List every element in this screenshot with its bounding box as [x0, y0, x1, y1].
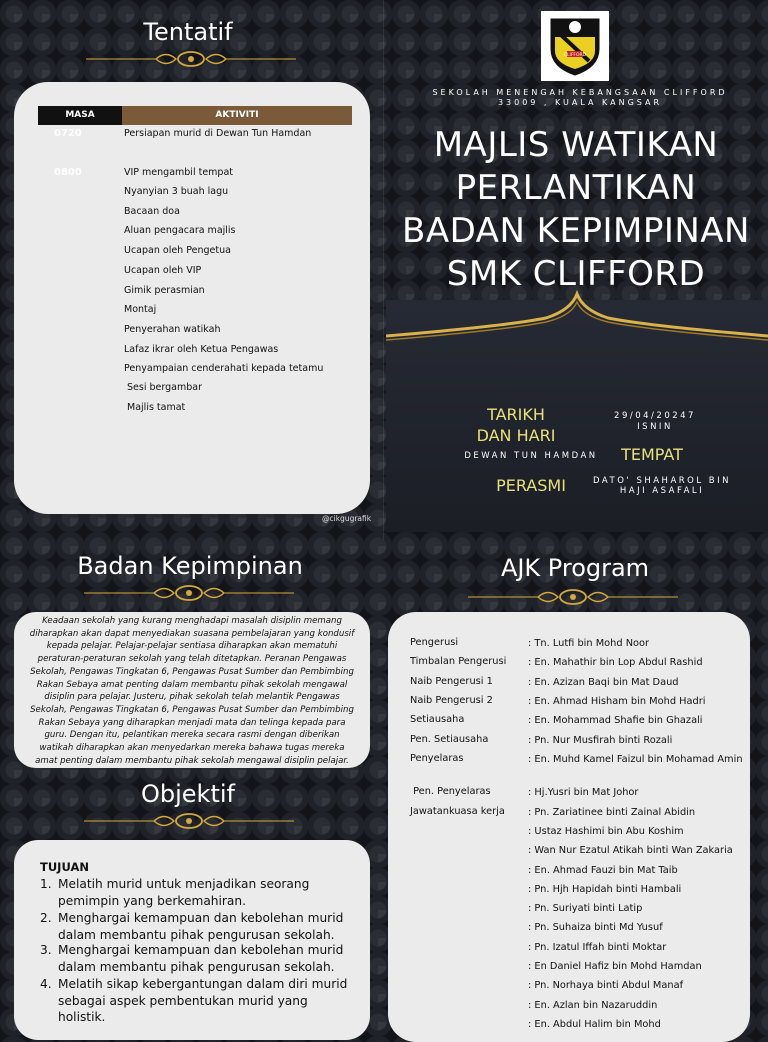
ajk-name: : Hj.Yusri bin Mat Johor — [528, 787, 639, 798]
schedule-activity: Lafaz ikrar oleh Ketua Pengawas — [124, 344, 279, 355]
schedule-activity: Nyanyian 3 buah lagu — [124, 186, 229, 197]
objektif-heading: Objektif — [141, 780, 235, 808]
ajk-role: Pen. Penyelaras — [410, 786, 491, 797]
gold-ornament-icon — [86, 48, 296, 70]
ajk-name: : Pn. Norhaya binti Abdul Manaf — [528, 980, 684, 991]
ajk-name: : En. Mohammad Shafie bin Ghazali — [528, 715, 703, 726]
tarikh-label: TARIKH DAN HARI — [476, 405, 556, 445]
gold-arch-ornament — [386, 290, 768, 350]
tempat-label: TEMPAT — [621, 445, 683, 464]
ajk-name: : En. Azizan Baqi bin Mat Daud — [528, 677, 679, 688]
ajk-heading: AJK Program — [500, 554, 650, 582]
perasmi-label: PERASMI — [496, 476, 566, 495]
ajk-name: : Pn. Nur Musfirah binti Rozali — [528, 735, 673, 746]
schedule-activity: Montaj — [124, 304, 157, 315]
perasmi-line2: HAJI ASAFALI — [619, 486, 705, 496]
school-crest-icon — [541, 11, 609, 81]
schedule-activity: Ucapan oleh VIP — [124, 265, 202, 276]
ajk-name: : En. Azlan bin Nazaruddin — [528, 1000, 658, 1011]
header-aktiviti: AKTIVITI — [122, 106, 352, 125]
ajk-name: : En Daniel Hafiz bin Mohd Hamdan — [528, 961, 702, 972]
ajk-role: Setiausaha — [410, 714, 465, 725]
main-title — [388, 124, 764, 296]
objektif-item-text: Menghargai kemampuan dan kebolehan murid dalam membantu pihak pengurusan sekolah. — [58, 911, 344, 942]
ajk-name: : En. Ahmad Fauzi bin Mat Taib — [528, 865, 678, 876]
badan-heading: Badan Kepimpinan — [77, 552, 303, 580]
crest-label: CLIFFORD — [563, 53, 587, 58]
center-divider — [383, 0, 384, 540]
gold-ornament-icon — [84, 582, 294, 604]
ajk-name: : Pn. Hjh Hapidah binti Hambali — [528, 884, 682, 895]
schedule-activity: VIP mengambil tempat — [124, 167, 234, 178]
ajk-role: Timbalan Pengerusi — [410, 656, 507, 667]
title-line-3: BADAN KEPIMPINAN — [402, 211, 750, 251]
ajk-name: : Pn. Zariatinee binti Zainal Abidin — [528, 807, 696, 818]
ajk-name: : Pn. Izatul Iffah binti Moktar — [528, 942, 667, 953]
schedule-activity: Persiapan murid di Dewan Tun Hamdan — [124, 128, 312, 139]
school-address: 33009 , KUALA KANGSAR — [497, 98, 663, 107]
tentatif-panel — [14, 82, 370, 514]
header-masa: MASA — [38, 106, 122, 125]
objektif-title: TUJUAN — [40, 860, 89, 874]
title-line-4: SMK CLIFFORD — [446, 254, 706, 294]
gold-ornament-icon — [84, 810, 294, 832]
schedule-activity: Ucapan oleh Pengetua — [124, 245, 231, 256]
badan-paragraph: Keadaan sekolah yang kurang menghadapi masalah disiplin memang diharapkan akan dapat menyediakan suasana pembelajaran yang kondusif kepada pelajar. Pelajar-pelajar sentiasa diharapkan akan mematuhi peraturan-peraturan sekolah yang telah ditetapkan. Peranan Pengawas Sekolah, Pengawas Tingkatan 6, Pengawas Pusat Sumber dan Pembimbing Rakan Sebaya amat penting dalam membantu pihak sekolah mengawal disiplin para pelajar. Justeru, pihak sekolah telah melantik Pengawas Sekolah, Pengawas Tingkatan 6, Pengawas Pusat Sumber dan Pembimbing Rakan Sebaya yang diharapkan menjadi mata dan telinga kepada para guru. Dengan itu, pelantikan mereka secara rasmi dengan diberikan watikah diharapkan akan menyedarkan mereka bahawa tugas mereka amat penting dalam membantu pihak sekolah mengawal disiplin pelajar. — [29, 616, 355, 766]
objektif-item-text: Melatih murid untuk menjadikan seorang pemimpin yang berkemahiran. — [58, 877, 310, 908]
schedule-time: 0720 — [54, 128, 82, 139]
ajk-role: Naib Pengerusi 1 — [410, 676, 493, 687]
schedule-time: 0800 — [54, 167, 82, 178]
objektif-item-text: Menghargai kemampuan dan kebolehan murid dalam membantu pihak pengurusan sekolah. — [58, 943, 344, 974]
credit-text: @cikgugrafik — [322, 514, 372, 523]
ajk-role: Pengerusi — [410, 637, 459, 648]
ajk-name: : Pn. Suhaiza binti Md Yusuf — [528, 922, 663, 933]
schedule-header — [38, 106, 352, 125]
ajk-role: Naib Pengerusi 2 — [410, 695, 493, 706]
ajk-name: : En. Ahmad Hisham bin Mohd Hadri — [528, 696, 706, 707]
schedule-activity: Majlis tamat — [124, 402, 186, 413]
ajk-name: : Wan Nur Ezatul Atikah binti Wan Zakaria — [528, 845, 733, 856]
ajk-role: Penyelaras — [410, 753, 464, 764]
perasmi-line1: DATO' SHAHAROL BIN — [592, 476, 731, 486]
ajk-name: : En. Mahathir bin Lop Abdul Rashid — [528, 657, 703, 668]
tempat-value: DEWAN TUN HAMDAN — [464, 451, 598, 461]
ajk-name: : Tn. Lutfi bin Mohd Noor — [528, 638, 650, 649]
objektif-item-number: 2. — [40, 911, 52, 925]
objektif-item-number: 1. — [40, 877, 52, 891]
ajk-name: : Pn. Suriyati binti Latip — [528, 903, 643, 914]
schedule-activity: Penyampaian cenderahati kepada tetamu — [124, 363, 324, 374]
hari-value: ISNIN — [637, 422, 673, 432]
title-line-2: PERLANTIKAN — [455, 168, 697, 208]
tarikh-value: 29/04/20247 — [614, 411, 696, 421]
school-name-line1: SEKOLAH MENENGAH KEBANGSAAN CLIFFORD — [432, 88, 728, 97]
schedule-activity: Bacaan doa — [124, 206, 180, 217]
objektif-item-number: 4. — [40, 977, 52, 991]
schedule-activity: Aluan pengacara majlis — [124, 225, 236, 236]
ajk-role: Jawatankuasa kerja — [410, 806, 505, 817]
ajk-name: : En. Muhd Kamel Faizul bin Mohamad Amin — [528, 754, 743, 765]
schedule-activity: Penyerahan watikah — [124, 324, 221, 335]
tentatif-heading: Tentatif — [143, 18, 233, 46]
ajk-name: : Ustaz Hashimi bin Abu Koshim — [528, 826, 684, 837]
objektif-item-text: Melatih sikap kebergantungan dalam diri murid sebagai aspek pembentukan murid yang holistik. — [58, 977, 348, 1024]
ajk-role: Pen. Setiausaha — [410, 734, 489, 745]
schedule-activity: Gimik perasmian — [124, 285, 205, 296]
gold-ornament-icon — [468, 586, 678, 608]
ajk-name: : En. Abdul Halim bin Mohd — [528, 1019, 661, 1030]
objektif-item-number: 3. — [40, 943, 52, 957]
schedule-activity: Sesi bergambar — [124, 382, 202, 393]
title-line-1: MAJLIS WATIKAN — [433, 125, 719, 165]
